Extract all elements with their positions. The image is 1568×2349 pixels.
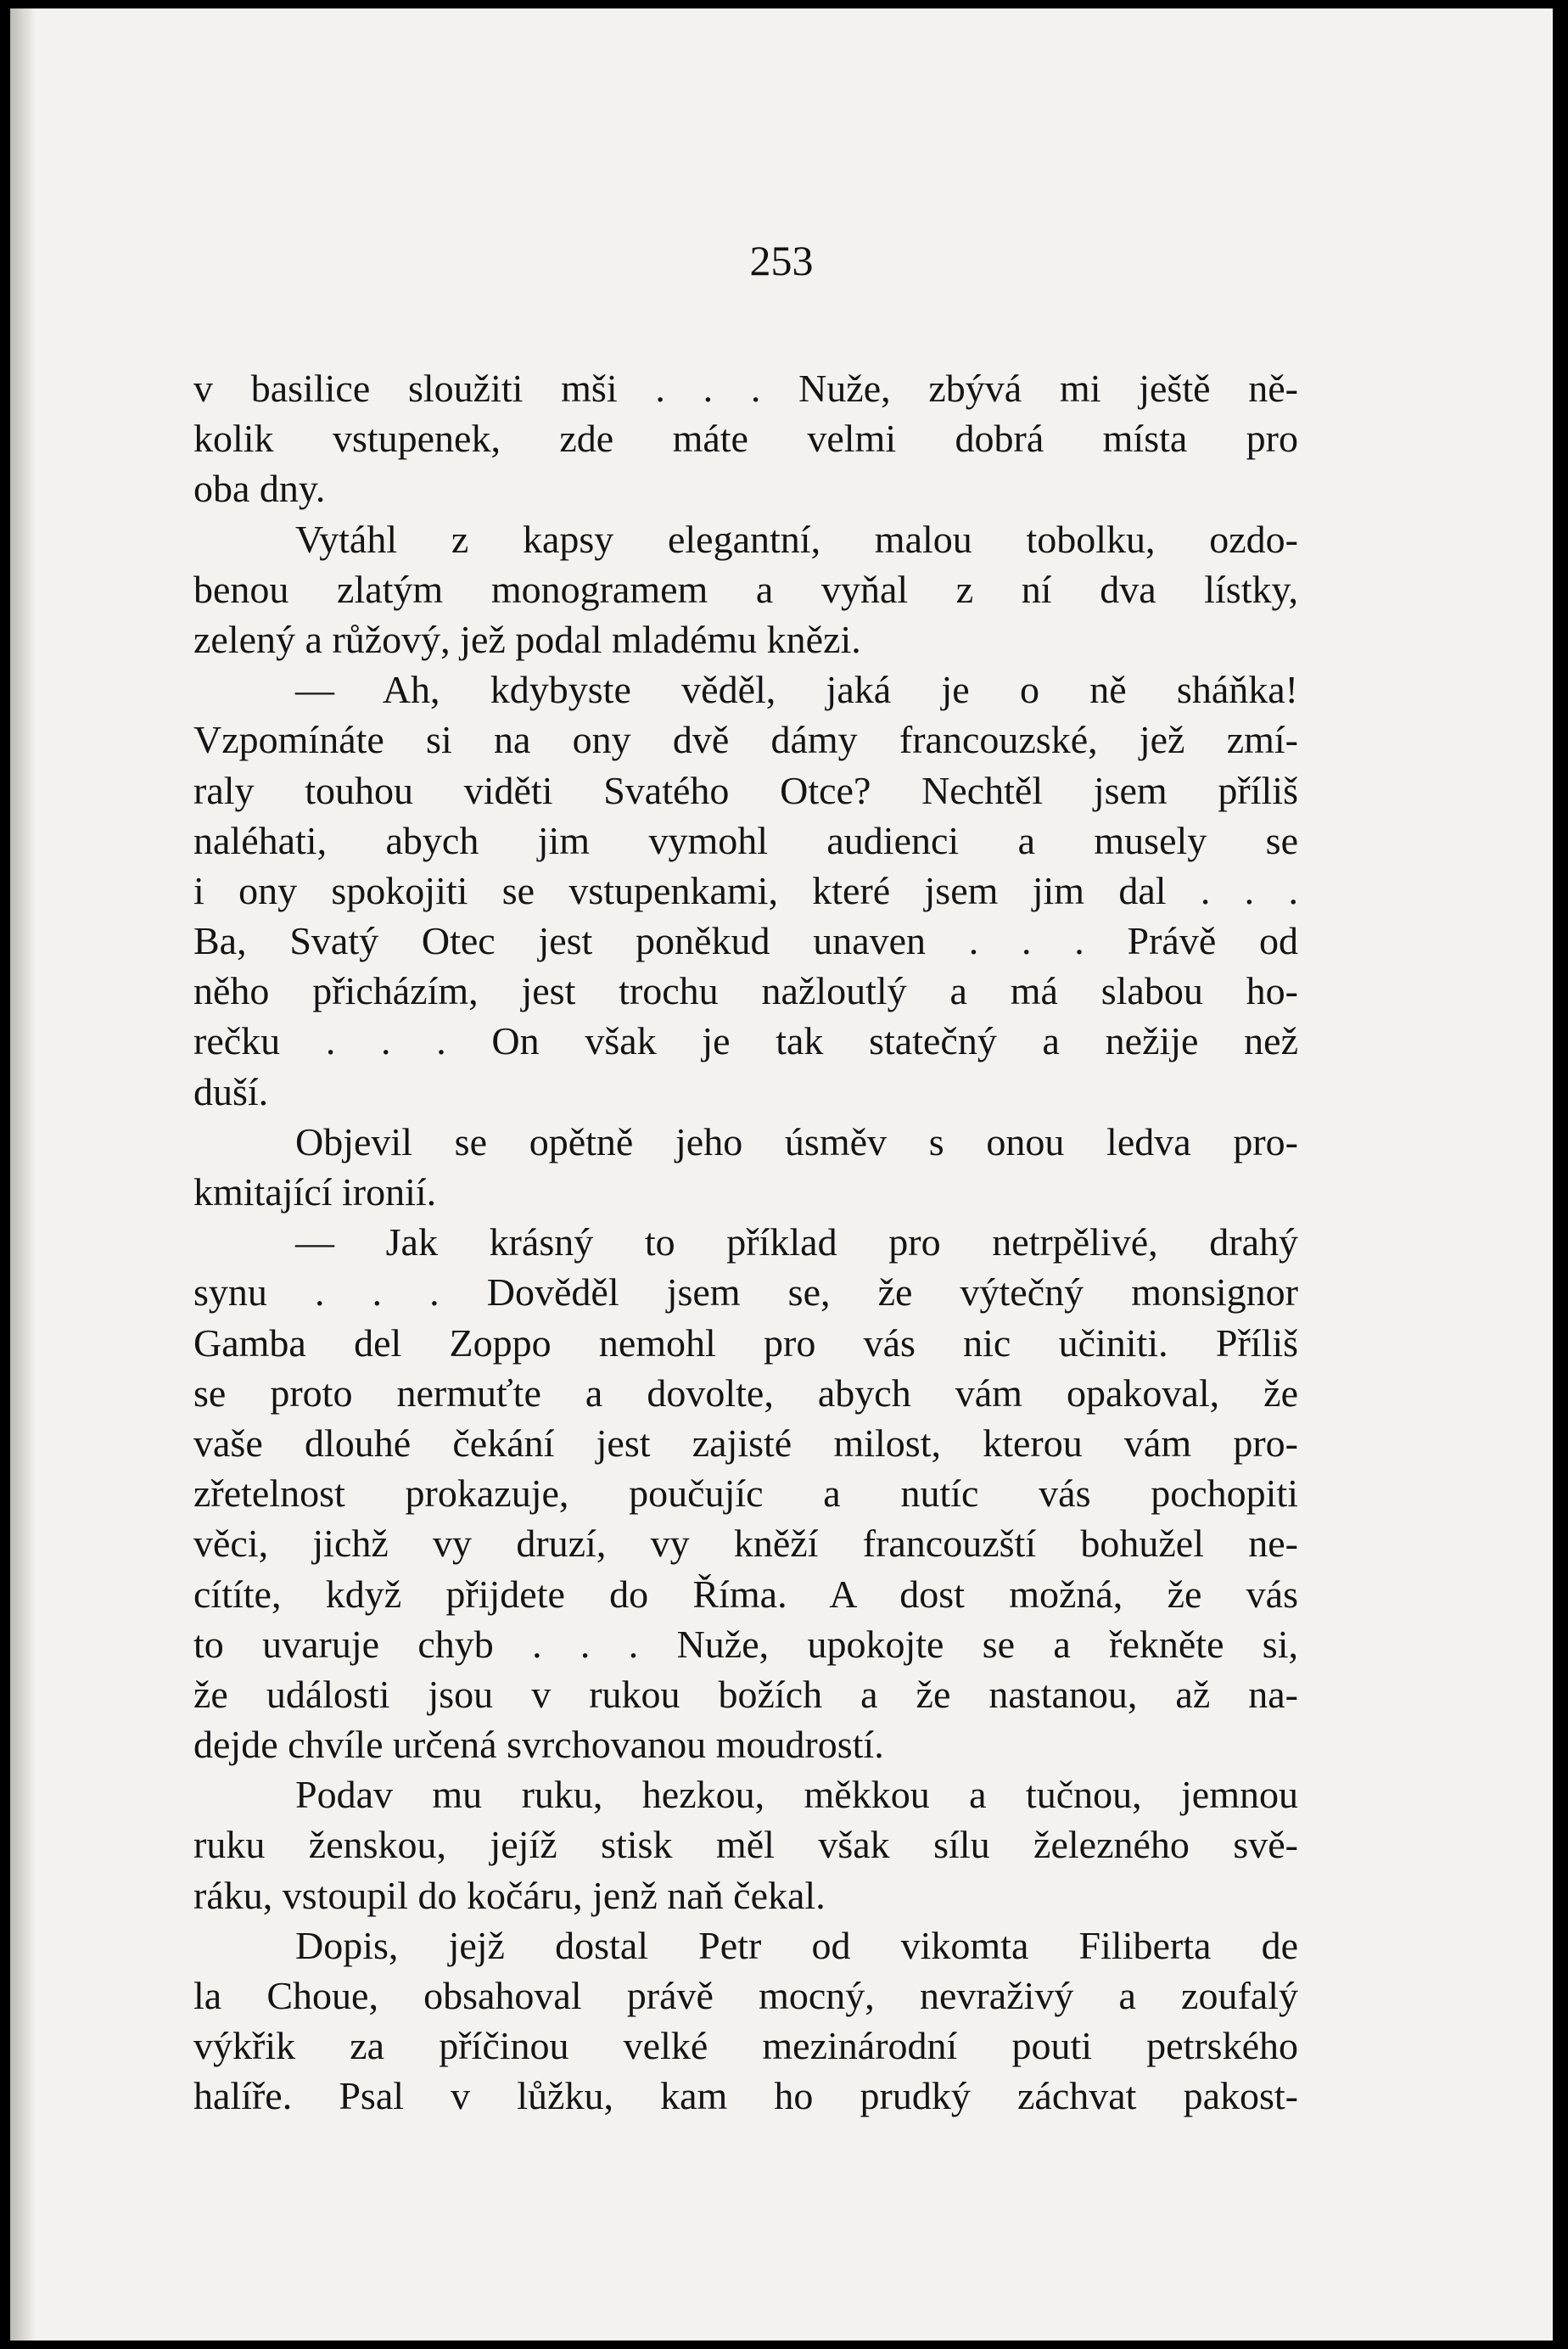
- text-line: ruku ženskou, jejíž stisk měl však sílu železného svě-: [193, 1823, 1298, 1867]
- text-line: něho přicházím, jest trochu nažloutlý a má slabou ho-: [193, 969, 1298, 1013]
- text-line: Podav mu ruku, hezkou, měkkou a tučnou, jemnou: [295, 1773, 1298, 1817]
- text-line: Gamba del Zoppo nemohl pro vás nic učiniti. Příliš: [193, 1320, 1298, 1365]
- text-line: věci, jichž vy druzí, vy kněží francouzští bohužel ne-: [193, 1522, 1298, 1566]
- text-line: — Ah, kdybyste věděl, jaká je o ně sháňka!: [295, 668, 1298, 712]
- text-line: zelený a růžový, jež podal mladému knězi.: [193, 617, 861, 661]
- text-line: oba dny.: [193, 467, 326, 511]
- text-line: kmitající ironií.: [193, 1170, 437, 1214]
- text-line: raly touhou viděti Svatého Otce? Nechtěl jsem příliš: [193, 768, 1298, 812]
- text-line: rečku . . . On však je tak statečný a nežije než: [193, 1019, 1298, 1063]
- text-line: Dopis, jejž dostal Petr od vikomta Filiberta de: [295, 1923, 1298, 1967]
- page-number: 253: [749, 237, 814, 284]
- text-line: to uvaruje chyb . . . Nuže, upokojte se a řekněte si,: [193, 1622, 1298, 1666]
- text-line: že události jsou v rukou božích a že nastanou, až na-: [193, 1672, 1298, 1716]
- text-line: cítíte, když přijdete do Říma. A dost možná, že vás: [193, 1572, 1298, 1616]
- text-line: výkřik za příčinou velké mezinárodní pouti petrského: [193, 2024, 1298, 2068]
- text-line: dejde chvíle určená svrchovanou moudrostí.: [193, 1723, 884, 1767]
- text-line: naléhati, abych jim vymohl audienci a musely se: [193, 818, 1298, 862]
- text-line: i ony spokojiti se vstupenkami, které jsem jim dal . . .: [193, 868, 1298, 912]
- text-line: Vzpomínáte si na ony dvě dámy francouzské, jež zmí-: [193, 718, 1298, 762]
- page-text: [193, 363, 1298, 2122]
- text-line: zřetelnost prokazuje, poučujíc a nutíc vás pochopiti: [193, 1472, 1298, 1516]
- text-line: la Choue, obsahoval právě mocný, nevraživý a zoufalý: [193, 1974, 1298, 2017]
- text-line: duší.: [193, 1069, 269, 1113]
- text-line: Ba, Svatý Otec jest poněkud unaven . . . Právě od: [193, 919, 1298, 963]
- text-line: kolik vstupenek, zde máte velmi dobrá místa pro: [193, 417, 1298, 461]
- text-line: — Jak krásný to příklad pro netrpělivé, drahý: [295, 1220, 1298, 1264]
- text-line: se proto nermuťte a dovolte, abych vám opakoval, že: [193, 1371, 1298, 1415]
- text-line: v basilice sloužiti mši . . . Nuže, zbývá mi ještě ně-: [193, 367, 1298, 410]
- text-line: Vytáhl z kapsy elegantní, malou tobolku, ozdo-: [295, 517, 1298, 561]
- book-page: [10, 8, 1553, 2341]
- text-line: vaše dlouhé čekání jest zajisté milost, kterou vám pro-: [193, 1421, 1298, 1465]
- text-line: synu . . . Dověděl jsem se, že výtečný monsignor: [193, 1270, 1298, 1315]
- text-line: Objevil se opětně jeho úsměv s onou ledva pro-: [295, 1119, 1298, 1163]
- text-line: halíře. Psal v lůžku, kam ho prudký záchvat pakost-: [193, 2074, 1298, 2118]
- text-line: benou zlatým monogramem a vyňal z ní dva lístky,: [193, 567, 1298, 611]
- text-line: ráku, vstoupil do kočáru, jenž naň čekal.: [193, 1873, 826, 1917]
- page-edge-shadow: [10, 8, 36, 2341]
